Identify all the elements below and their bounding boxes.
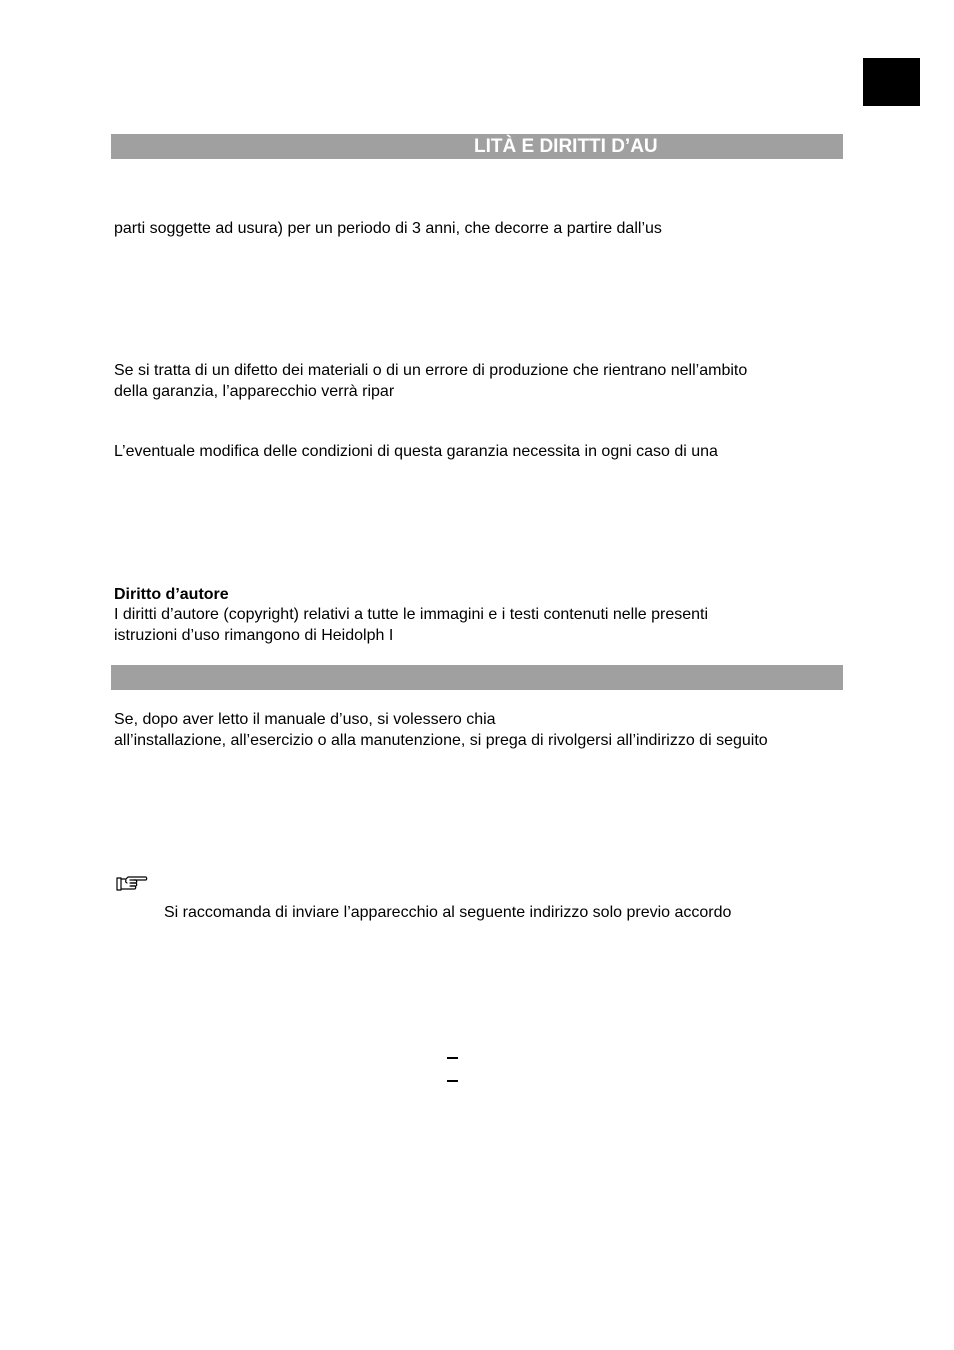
- dash-mark: [447, 1057, 458, 1059]
- page-tab-marker: [863, 58, 920, 106]
- warranty-paragraph-3: L’eventuale modifica delle condizioni di questa garanzia necessita in ogni caso di una: [114, 443, 718, 460]
- pointing-hand-icon: [116, 873, 148, 893]
- copyright-line-1: I diritti d’autore (copyright) relativi a tutte le immagini e i testi contenuti nelle presenti: [114, 606, 709, 623]
- contact-line-1: Se, dopo aver letto il manuale d’uso, si volessero chia: [114, 711, 496, 728]
- section-title: LITÀ E DIRITTI D’AU: [474, 136, 658, 157]
- dash-mark: [447, 1080, 458, 1082]
- section-header-bar: [111, 134, 843, 159]
- note-text: Si raccomanda di inviare l’apparecchio al seguente indirizzo solo previo accordo: [164, 904, 732, 921]
- copyright-heading: Diritto d’autore: [114, 586, 229, 603]
- warranty-paragraph-2-line-1: Se si tratta di un difetto dei materiali o di un errore di produzione che rientrano nell’ambito: [114, 362, 748, 379]
- copyright-line-2: istruzioni d’uso rimangono di Heidolph I: [114, 627, 394, 644]
- warranty-paragraph-1: parti soggette ad usura) per un periodo di 3 anni, che decorre a partire dall’us: [114, 220, 662, 237]
- contact-line-2: all’installazione, all’esercizio o alla manutenzione, si prega di rivolgersi all’indirizzo di seguito: [114, 732, 768, 749]
- section-header-bar-2: [111, 665, 843, 690]
- warranty-paragraph-2-line-2: della garanzia, l’apparecchio verrà ripar: [114, 383, 395, 400]
